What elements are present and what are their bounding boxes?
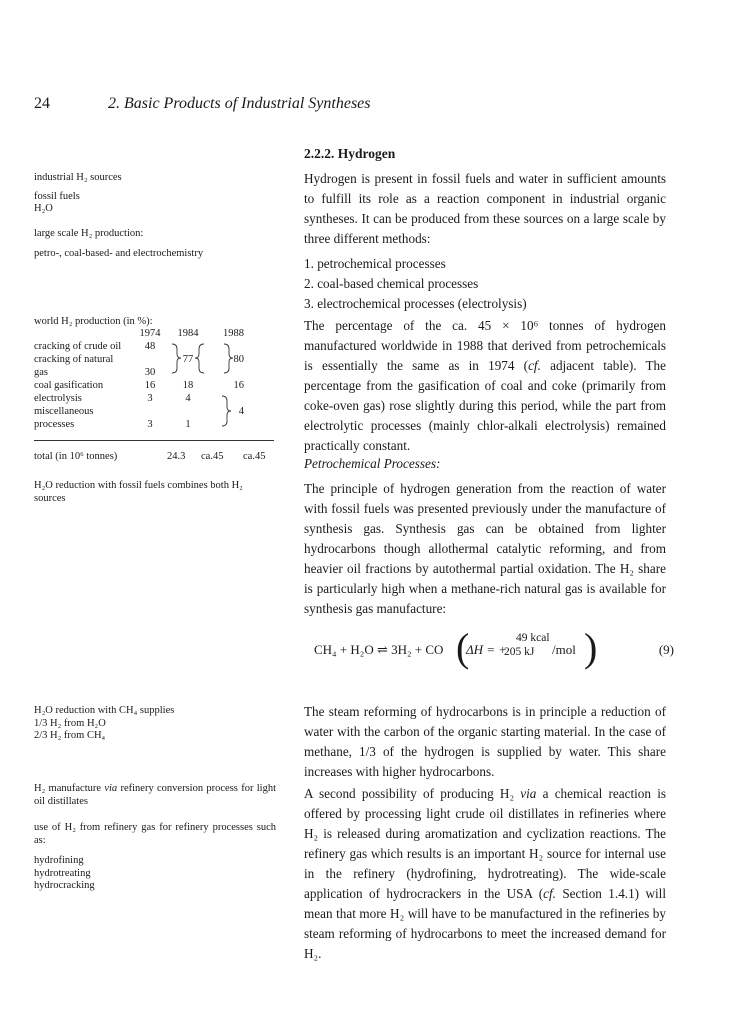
cell-1988: 4 — [238, 406, 244, 417]
brace-electro — [222, 396, 231, 426]
second-text-a: A second possibility of producing H₂ — [304, 786, 521, 801]
row-label: cracking of crude oil — [34, 341, 122, 352]
note-refinery-use: use of H₂ from refinery gas for refinery processes such as: — [34, 822, 276, 846]
second-text-c: Section 1.4.1) will mean that more H₂ will have to be manufactured in the refineries by steam reforming of hydrocarbons to meet the increased demand for H₂. — [304, 886, 666, 961]
second-cf: cf. — [543, 886, 556, 901]
cell-1984: 77 — [182, 354, 194, 365]
year-1988: 1988 — [223, 328, 244, 339]
note-refinery-manufacture-pre: H₂ manufacture — [34, 783, 105, 794]
equation-paren-close: ) — [584, 625, 598, 670]
second-possibility-paragraph — [304, 784, 666, 964]
percentage-paragraph — [304, 316, 666, 456]
running-title: 2. Basic Products of Industrial Syntheses — [108, 95, 371, 112]
year-1974: 1974 — [139, 328, 161, 339]
petrochemical-paragraph — [304, 479, 666, 619]
table-rule — [34, 440, 274, 441]
note-hydrocracking: hydrocracking — [34, 880, 95, 891]
note-refinery-manufacture — [34, 783, 276, 808]
cell-1988: 80 — [233, 354, 244, 365]
row-label: coal gasification — [34, 380, 104, 391]
cell-1974: 16 — [144, 380, 156, 391]
equation-lhs: CH₄ + H₂O ⇌ 3H₂ + CO — [314, 642, 444, 657]
equation-paren-open: ( — [456, 625, 470, 670]
note-two-thirds-ch4: 2/3 H₂ from CH₄ — [34, 730, 106, 741]
second-via: via — [520, 786, 537, 801]
year-1984: 1984 — [177, 328, 199, 339]
sidebar-note-sources — [34, 172, 286, 261]
equation-unit: /mol — [552, 642, 576, 657]
note-h2o-reduction-fossil — [34, 480, 276, 505]
second-text-b: a chemical reaction is offered by processing light crude oil distillates in refineries where H₂ is released during aromatization and cyclization reactions. The refinery gas which results is an important H₂ source for internal use in the refinery (hydrofining, hydrotreating). The wide-scale application of hydrocrackers in the USA ( — [304, 786, 666, 901]
note-large-scale: large scale H₂ production: — [34, 227, 144, 239]
total-1974: 24.3 — [167, 451, 186, 462]
note-h2o-reduction-fossil-text: H₂O reduction with fossil fuels combines both H₂ sources — [34, 480, 243, 504]
row-label: processes — [34, 419, 75, 430]
table-braces — [34, 327, 284, 439]
methods-list — [304, 254, 666, 314]
note-hydrotreating: hydrotreating — [34, 867, 91, 879]
intro-text: Hydrogen is present in fossil fuels and water in sufficient amounts to fulfill its role as a reaction component in industrial organic syntheses. It can be produced from these sources on a large scale by three different methods: — [304, 171, 666, 246]
equation-9 — [314, 622, 674, 670]
steam-reforming-text: The steam reforming of hydrocarbons is in principle a reduction of water with the carbon of the organic starting material. In the case of methane, 1/3 of the hydrogen is supplied by water. This share increases with higher hydrocarbons. — [304, 704, 666, 779]
note-refinery-manufacture-post: refinery conversion process for light oil distillates — [34, 783, 276, 807]
cell-1974: 3 — [147, 419, 153, 430]
total-label: total (in 10⁶ tonnes) — [34, 451, 118, 462]
petrochemical-heading: Petrochemical Processes: — [304, 456, 441, 471]
note-h2o-reduction-ch4: H₂O reduction with CH₄ supplies — [34, 705, 175, 716]
percentage-cf: cf. — [528, 358, 541, 373]
note-water: H₂O — [34, 203, 53, 214]
row-label: gas — [34, 367, 48, 378]
steam-reforming-paragraph — [304, 702, 666, 782]
petrochemical-text: The principle of hydrogen generation from the reaction of water with fossil fuels was presented previously under the manufacture of synthesis gas. Synthesis gas can be obtained from lighter hydrocarbons though allothermal catalytic reforming, and from heavier oil fractions by autothermal partial oxidation. The H₂ share is particularly high when a methane-rich natural gas is available for synthesis gas manufacture: — [304, 481, 666, 616]
brace-1984-left — [195, 344, 204, 373]
row-label: cracking of natural — [34, 354, 114, 365]
note-refinery-via: via — [104, 783, 118, 794]
sidebar-note-methane — [34, 705, 286, 743]
note-world-production: world H₂ production (in %): — [34, 316, 153, 327]
note-hydrofining: hydrofining — [34, 855, 84, 866]
cell-1974: 3 — [147, 393, 153, 404]
table-total-row — [34, 451, 286, 464]
list-item: 1. petrochemical processes — [304, 256, 446, 271]
total-1988: ca.45 — [243, 451, 266, 462]
percentage-text-a: The percentage of the ca. 45 × 10⁶ tonnes of hydrogen manufactured worldwide in 1988 that derived from petrochemicals is essentially the same as in 1974 ( — [304, 318, 666, 373]
cell-1984: 18 — [182, 380, 194, 391]
list-item: 3. electrochemical processes (electrolysis) — [304, 296, 527, 311]
cell-1984: 4 — [185, 393, 191, 404]
row-label: miscellaneous — [34, 406, 94, 417]
note-fossil-fuels: fossil fuels — [34, 190, 80, 202]
percentage-text-b: adjacent table). The percentage from the gasification of coal and coke (primarily from coke-oven gas) rose slightly during this period, while the part from electrolytic processes (mainly chlor-alkali electrolysis) remained practically constant. — [304, 358, 666, 453]
row-label: electrolysis — [34, 393, 82, 404]
brace-1984-right — [224, 344, 233, 373]
note-petro-coal: petro-, coal-based- and electrochemistry — [34, 248, 204, 259]
total-1984: ca.45 — [201, 451, 224, 462]
cell-1974: 48 — [144, 341, 156, 352]
equation-number: (9) — [658, 642, 674, 657]
page-number: 24 — [34, 95, 50, 112]
note-industrial-sources: industrial H₂ sources — [34, 172, 122, 183]
intro-paragraph — [304, 169, 666, 249]
note-third-h2o: 1/3 H₂ from H₂O — [34, 717, 106, 729]
section-title: 2.2.2. Hydrogen — [304, 146, 396, 161]
cell-1974: 30 — [144, 367, 156, 378]
equation-delta-h: ΔH = + — [466, 642, 508, 657]
list-item: 2. coal-based chemical processes — [304, 276, 479, 291]
equation-kcal: 49 kcal — [516, 632, 550, 644]
brace-1974 — [172, 344, 181, 373]
sidebar-note-refinery-use — [34, 822, 286, 893]
equation-kj: 205 kJ — [504, 646, 535, 658]
cell-1988: 16 — [233, 380, 244, 391]
cell-1984: 1 — [185, 419, 191, 430]
